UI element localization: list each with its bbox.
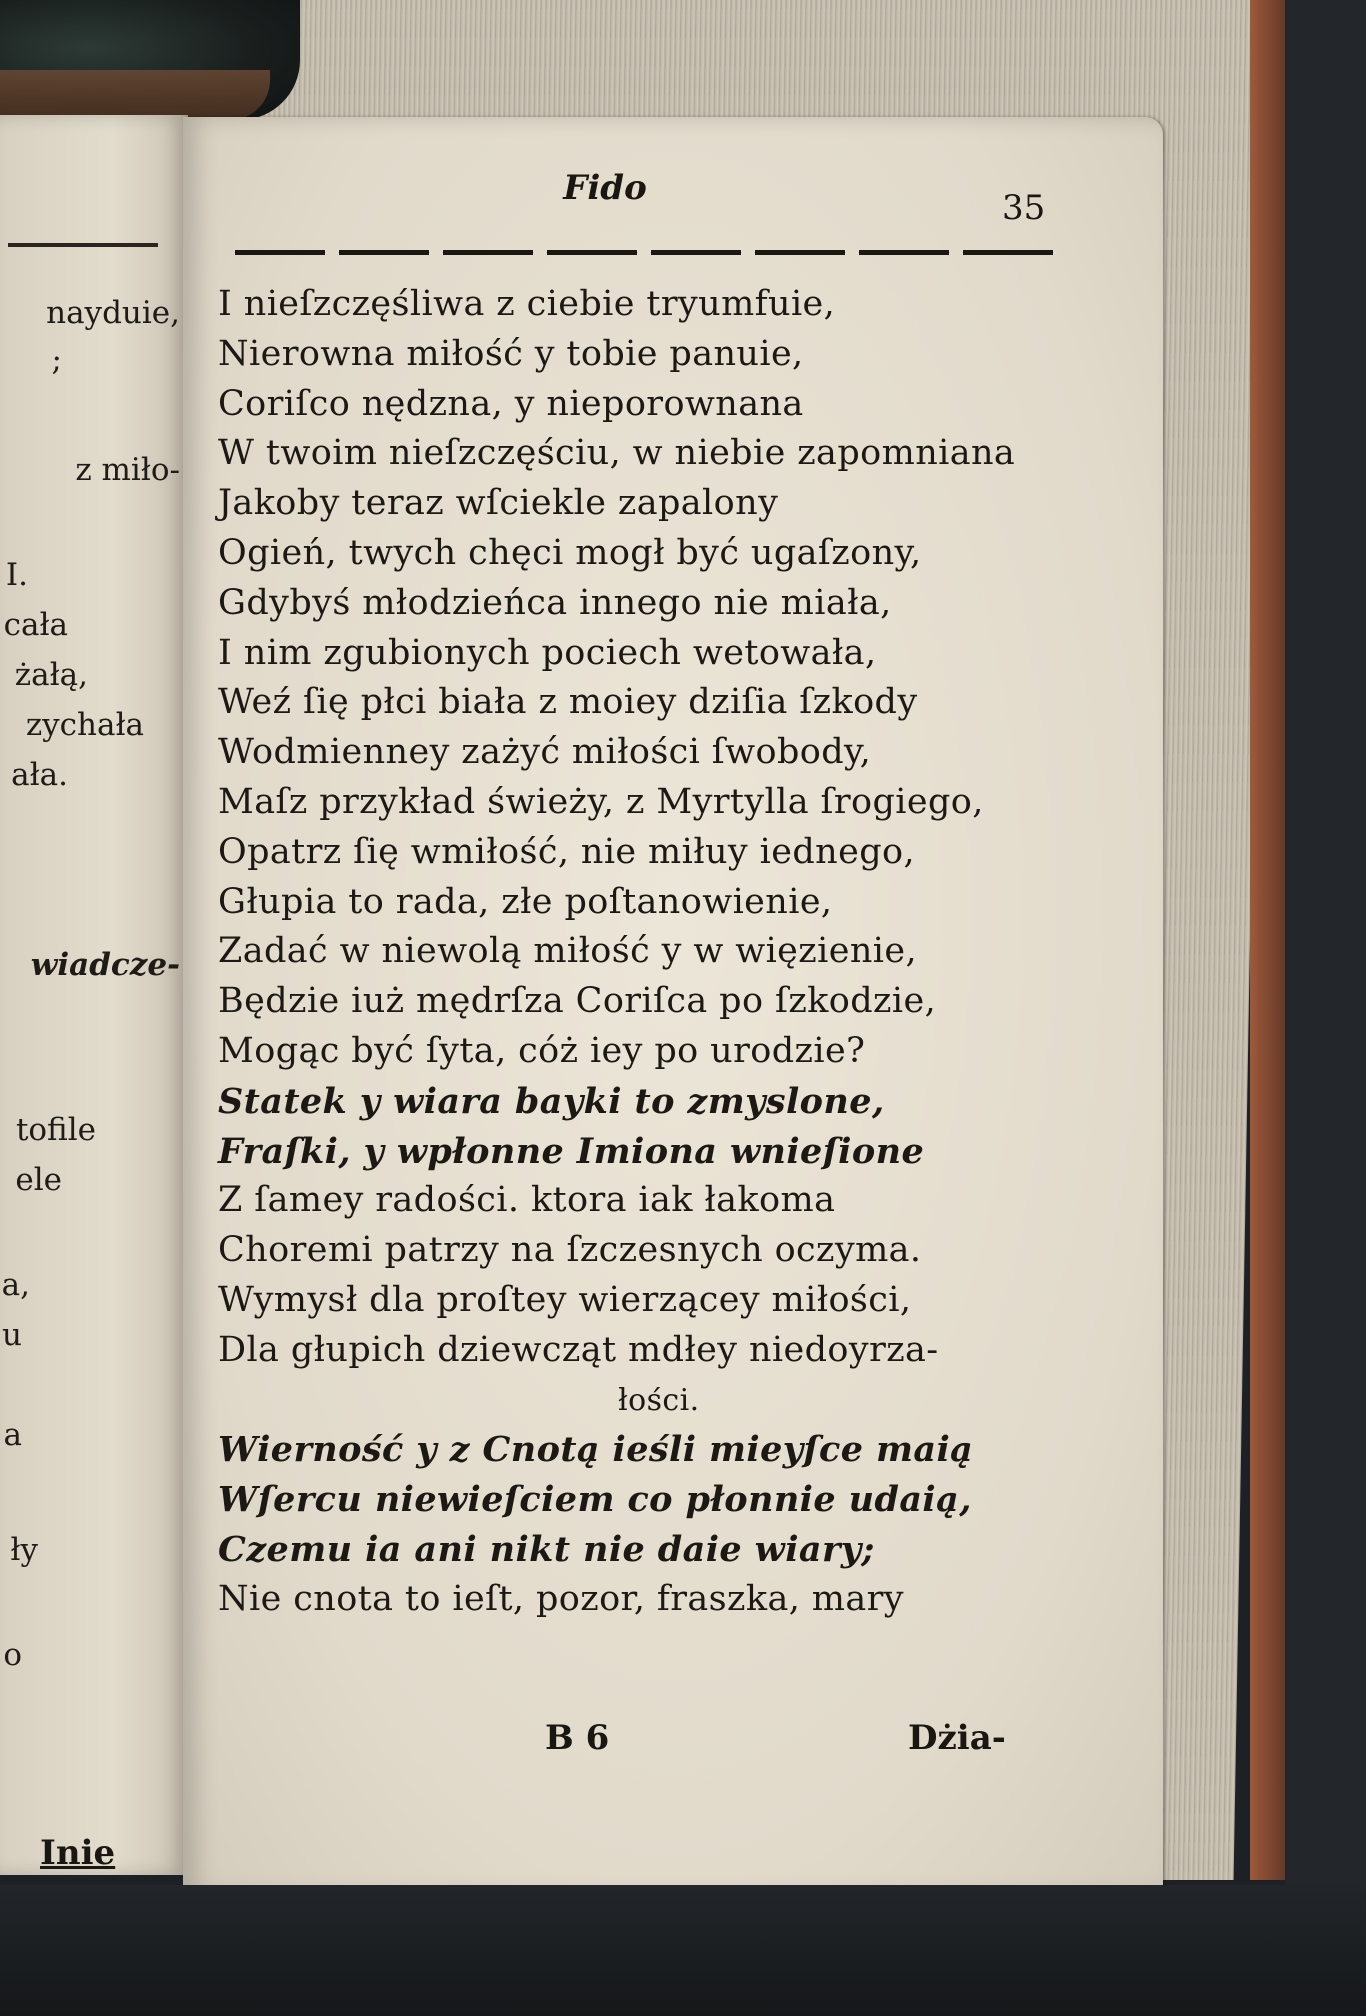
- left-fragment: wiadcze-: [30, 947, 180, 983]
- verse-line: Mogąc być ſyta, cóż iey po urodzie?: [218, 1030, 866, 1071]
- left-fragment: ała.: [11, 757, 68, 793]
- header-rule: [235, 250, 1055, 255]
- left-fragment: ele: [15, 1162, 62, 1198]
- verse-line: Będzie iuż mędrſza Coriſca po ſzkodzie,: [218, 981, 937, 1022]
- verse-line: Ogień, twych chęci mogł być ugaſzony,: [218, 532, 922, 573]
- left-fragment: zychała: [25, 707, 144, 743]
- verse-line: Wſercu niewieſciem co płonnie udaią,: [218, 1479, 972, 1521]
- cover-edge: [1250, 0, 1288, 1880]
- verse-line: I nieſzczęśliwa z ciebie tryumfuie,: [218, 284, 836, 324]
- catchword: Dżia-: [908, 1718, 1006, 1758]
- left-fragment: u: [2, 1317, 22, 1353]
- verse-line: Wodmienney zażyć miłości ſwobody,: [218, 732, 872, 773]
- verse-line: Maſz przykład świeży, z Myrtylla ſrogiego,: [218, 781, 984, 822]
- verse-line: Czemu ia ani nikt nie daie wiary;: [218, 1528, 875, 1570]
- left-fragment: tofile: [15, 1112, 96, 1148]
- left-catchword: Inie: [40, 1833, 116, 1873]
- verse-line: Statek y wiara bayki to zmyslone,: [218, 1080, 885, 1122]
- left-fragment: nayduie,: [46, 295, 180, 331]
- left-fragment: z miło-: [75, 452, 180, 488]
- verse-line: Wierność y z Cnotą ieśli mieyſce maią: [218, 1429, 974, 1471]
- verse-line: Jakoby teraz wſciekle zapalony: [218, 483, 779, 524]
- verse-line: Nie cnota to ieſt, pozor, fraszka, mary: [218, 1578, 904, 1619]
- verse-line: Gdybyś młodzieńca innego nie miała,: [218, 582, 892, 623]
- left-page-text: [0, 115, 188, 1875]
- left-fragment: I.: [5, 557, 28, 593]
- verse-line: Coriſco nędzna, y nieporownana: [218, 383, 804, 424]
- verse-line: Weź ſię płci biała z moiey dziſia ſzkody: [218, 682, 918, 723]
- background-bottom: [0, 1885, 1366, 2016]
- verse-line: Dla głupich dziewcząt mdłey niedoyrza-: [218, 1329, 939, 1370]
- page-number: 35: [1002, 188, 1046, 228]
- left-fragment: a: [3, 1417, 22, 1453]
- signature-mark: B 6: [545, 1718, 610, 1758]
- verse-line: W twoim nieſzczęściu, w niebie zapomniana: [218, 433, 1016, 474]
- left-fragment: ły: [10, 1532, 38, 1568]
- verse-line: Nierowna miłość y tobie panuie,: [218, 333, 804, 374]
- verse-line: Choremi patrzy na ſzczesnych oczyma.: [218, 1230, 922, 1271]
- verse-line: Wymysł dla proſtey wierzącey miłości,: [218, 1279, 912, 1320]
- left-fragment: a,: [1, 1267, 30, 1303]
- left-fragment: ;: [51, 342, 62, 378]
- left-header-rule: [8, 243, 158, 247]
- verse-line-continuation: łości.: [618, 1382, 700, 1418]
- left-fragment: żałą,: [14, 657, 88, 693]
- verse-line: I nim zgubionych pociech wetowała,: [218, 632, 877, 673]
- binding-rim: [0, 70, 270, 120]
- verse-line: Opatrz ſię wmiłość, nie miłuy iednego,: [218, 831, 915, 872]
- left-fragment: o: [3, 1637, 22, 1673]
- verse-line: Z ſamey radości. ktora iak łakoma: [218, 1180, 836, 1221]
- verse-line: Fraſki, y wpłonne Imiona wnieſione: [218, 1130, 925, 1172]
- left-fragment: cała: [3, 607, 68, 643]
- verse-line: Zadać w niewolą miłość y w więzienie,: [218, 931, 917, 972]
- verse-line: Głupia to rada, złe poſtanowienie,: [218, 881, 833, 922]
- running-title: Fido: [563, 168, 647, 208]
- left-page: [0, 115, 188, 1875]
- background-right: [1285, 0, 1366, 2016]
- verse-block: [218, 280, 1078, 1625]
